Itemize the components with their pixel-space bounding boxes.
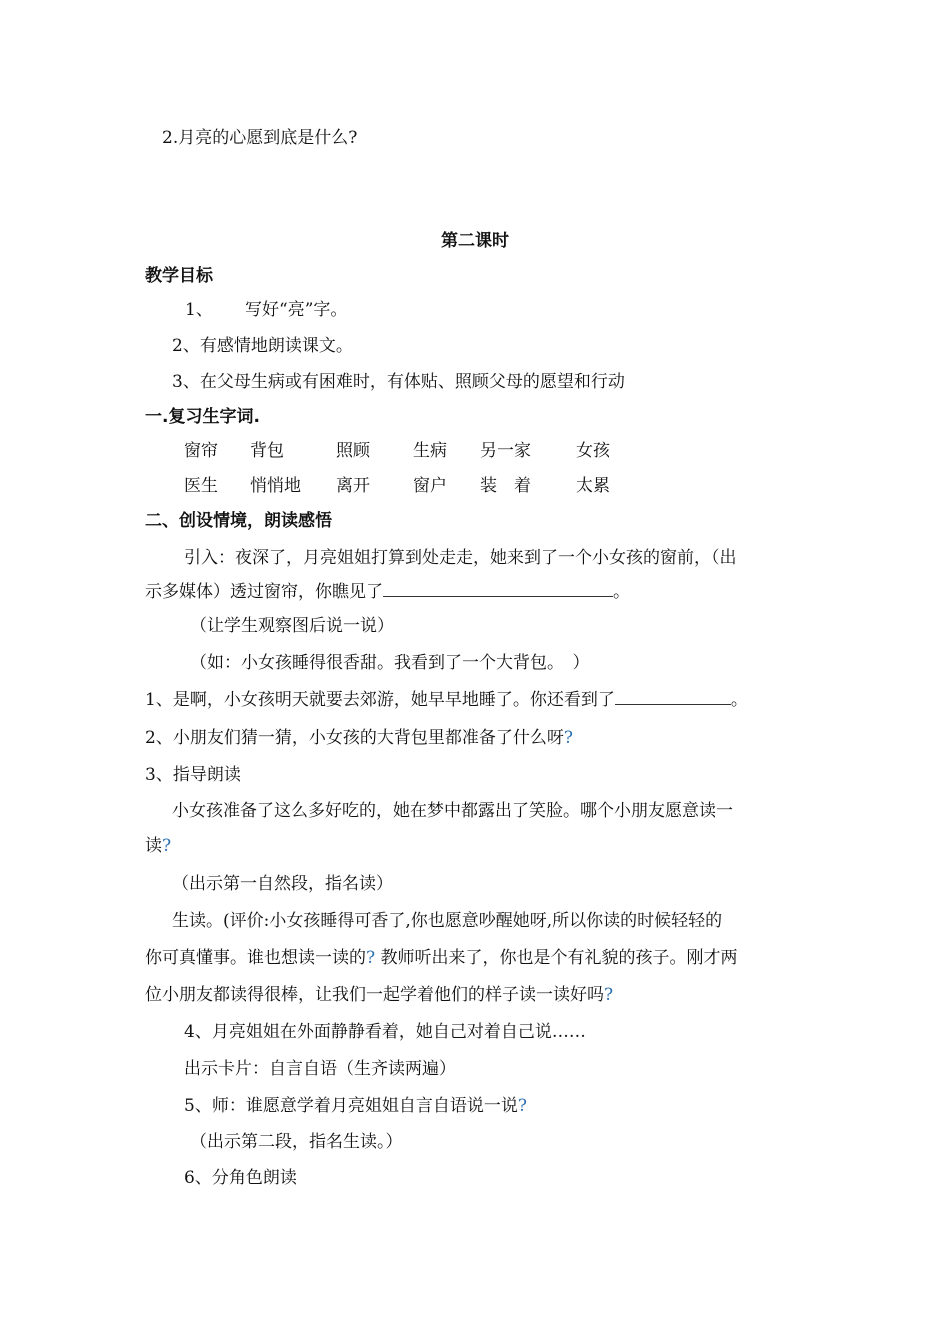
example-note: （如：小女孩睡得很香甜。我看到了一个大背包。 ） (190, 653, 590, 673)
question-mark: ? (604, 985, 614, 1005)
show-second: （出示第二段，指名生读。） (190, 1132, 403, 1152)
read-line-2 (145, 946, 738, 970)
vocab-word: 窗户 (413, 476, 447, 496)
vocab-word: 生病 (413, 441, 447, 461)
vocab-word: 背包 (250, 441, 284, 461)
section-title: 第二课时 (441, 231, 509, 251)
intro-text: 示多媒体）透过窗帘，你瞧见了 (145, 582, 383, 602)
goal-1-text: 写好“亮”字。 (245, 300, 348, 320)
read-text-b: 教师听出来了，你也是个有礼貌的孩子。刚才两 (380, 948, 738, 968)
read-line-1: 生读。(评价:小女孩睡得可香了,你也愿意吵醒她呀,所以你读的时候轻轻的 (172, 911, 723, 931)
goal-2: 2、有感情地朗读课文。 (172, 336, 353, 356)
fill-in-blank (615, 688, 731, 705)
item-1 (145, 688, 748, 712)
question-mark: ? (563, 728, 573, 748)
vocab-word: 装 着 (480, 476, 531, 496)
top-question: 2.月亮的心愿到底是什么? (162, 128, 358, 148)
vocab-word: 窗帘 (184, 441, 218, 461)
vocab-word: 太累 (576, 476, 610, 496)
vocab-word: 照顾 (336, 441, 370, 461)
vocab-word: 离开 (336, 476, 370, 496)
intro-line-1: 引入：夜深了，月亮姐姐打算到处走走，她来到了一个小女孩的窗前，（出 (184, 548, 737, 568)
show-first: （出示第一自然段，指名读） (172, 874, 393, 894)
observe-note: （让学生观察图后说一说） (190, 616, 394, 636)
item-2-text: 2、小朋友们猜一猜，小女孩的大背包里都准备了什么呀 (145, 728, 564, 748)
question-mark: ? (517, 1096, 527, 1116)
vocab-word: 医生 (184, 476, 218, 496)
item-2 (145, 726, 573, 750)
item-1-end: 。 (730, 690, 748, 710)
para-1-line-1: 小女孩准备了这么多好吃的，她在梦中都露出了笑脸。哪个小朋友愿意读一 (172, 801, 733, 821)
item-6: 6、分角色朗读 (184, 1168, 297, 1188)
item-1-text: 1、是啊，小女孩明天就要去郊游，她早早地睡了。你还看到了 (145, 690, 615, 710)
vocab-word: 另一家 (480, 441, 531, 461)
situation-heading: 二、创设情境，朗读感悟 (145, 511, 332, 531)
item-5-text: 5、师：谁愿意学着月亮姐姐自言自语说一说 (184, 1096, 518, 1116)
item-4: 4、月亮姐姐在外面静静看着，她自己对着自己说…… (184, 1022, 586, 1042)
goal-3: 3、在父母生病或有困难时，有体贴、照顾父母的愿望和行动 (172, 372, 625, 392)
vocab-word: 悄悄地 (250, 476, 301, 496)
intro-end: 。 (613, 582, 630, 602)
goal-1-number: 1、 (185, 300, 213, 320)
goals-heading: 教学目标 (145, 266, 213, 286)
item-3: 3、指导朗读 (145, 765, 241, 785)
review-heading: 一.复习生字词. (145, 407, 260, 427)
question-mark: ? (366, 948, 376, 968)
intro-line-2 (145, 580, 630, 604)
fill-in-blank (383, 580, 613, 597)
read-text-a: 你可真懂事。谁也想读一读的 (145, 948, 366, 968)
read-text-c: 位小朋友都读得很棒，让我们一起学着他们的样子读一读好吗 (145, 985, 604, 1005)
para-1-line-2 (145, 834, 171, 858)
item-5 (184, 1094, 527, 1118)
para-1-text: 读 (145, 836, 162, 856)
vocab-word: 女孩 (576, 441, 610, 461)
question-mark: ? (162, 836, 172, 856)
card-note: 出示卡片：自言自语（生齐读两遍） (184, 1059, 456, 1079)
read-line-3 (145, 983, 613, 1007)
